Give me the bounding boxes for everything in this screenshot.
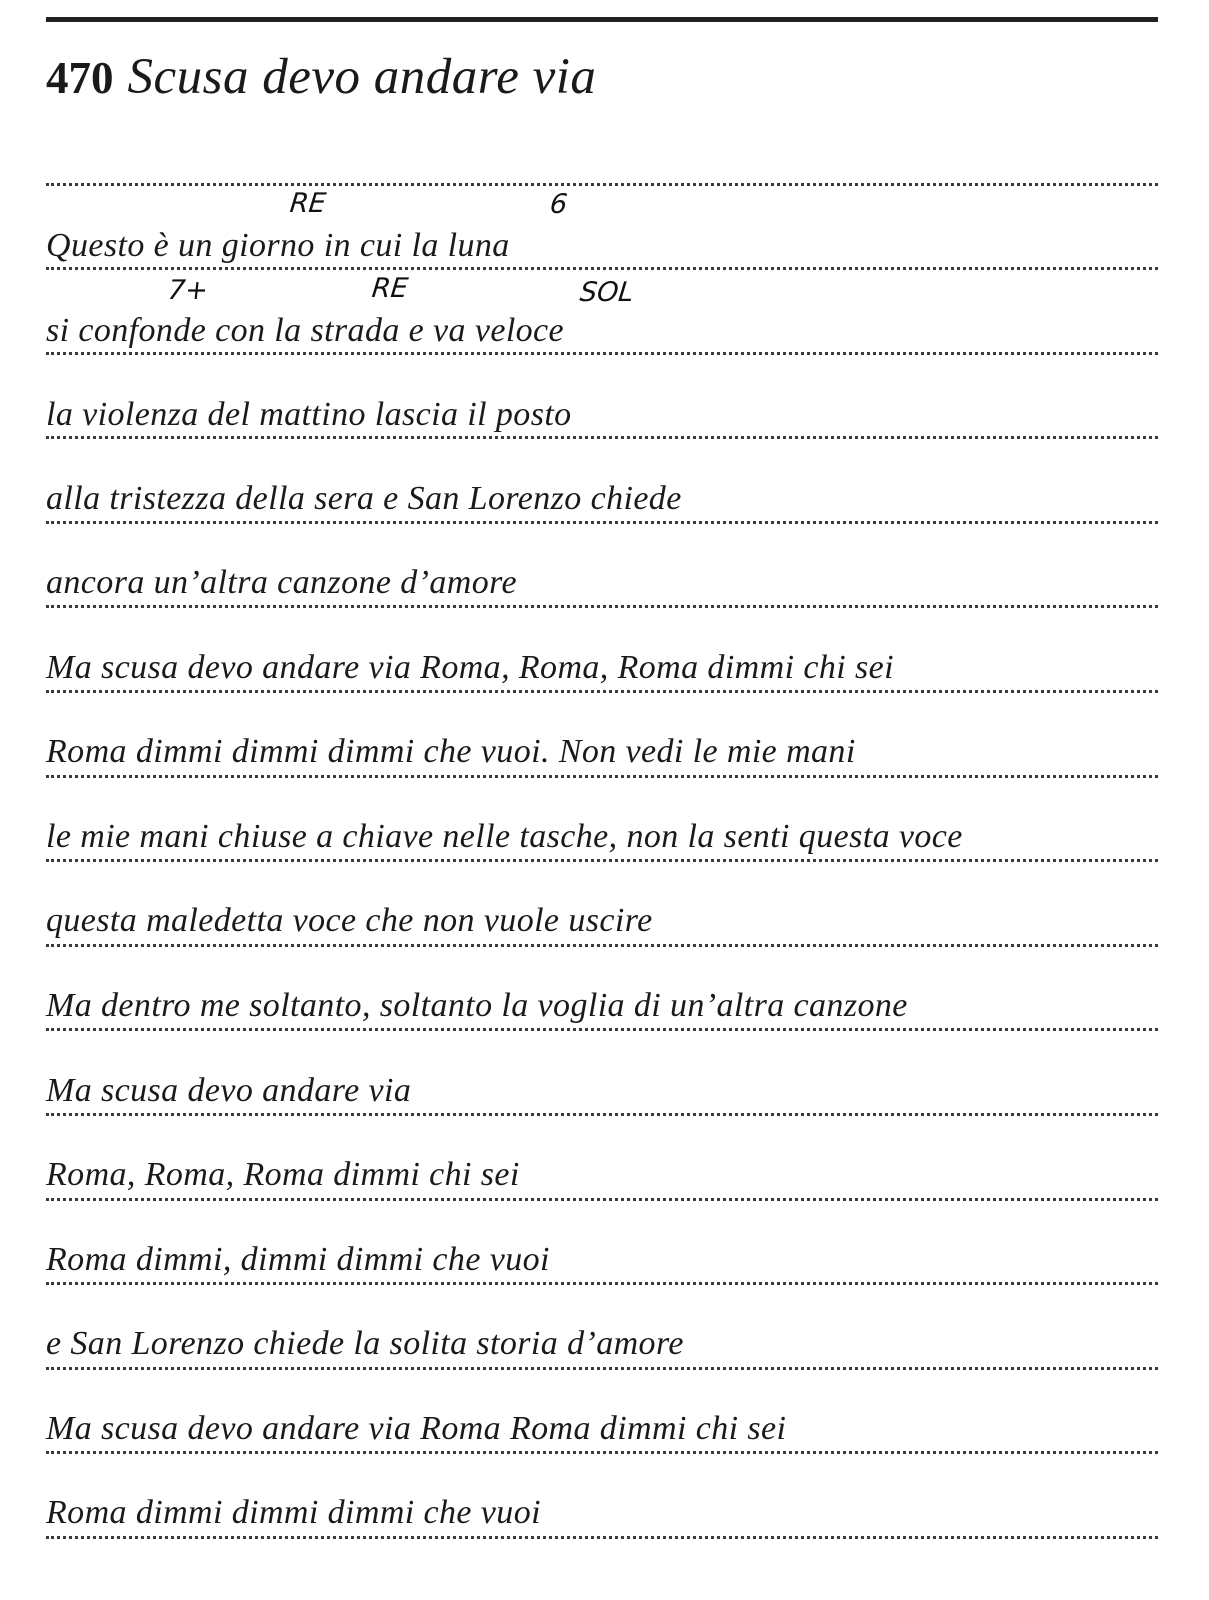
dotted-rule xyxy=(46,183,1158,186)
dotted-rule xyxy=(46,521,1158,524)
song-heading xyxy=(46,49,597,105)
dotted-rule xyxy=(46,859,1158,862)
dotted-rule xyxy=(46,1113,1158,1116)
dotted-rule xyxy=(46,1451,1158,1454)
lyric-line: alla tristezza della sera e San Lorenzo chiede xyxy=(46,480,682,517)
chord-label: RE xyxy=(288,188,328,219)
dotted-rule xyxy=(46,1536,1158,1539)
lyric-line: Ma scusa devo andare via xyxy=(46,1072,412,1109)
lyric-line: Roma dimmi, dimmi dimmi che vuoi xyxy=(46,1241,550,1278)
top-rule xyxy=(46,17,1158,22)
chord-label: SOL xyxy=(578,277,636,308)
lyric-line: Roma, Roma, Roma dimmi chi sei xyxy=(46,1156,520,1193)
dotted-rule xyxy=(46,352,1158,355)
lyric-line: Ma scusa devo andare via Roma, Roma, Roma dimmi chi sei xyxy=(46,649,894,686)
dotted-rule xyxy=(46,775,1158,778)
lyric-line: Questo è un giorno in cui la luna xyxy=(46,227,510,264)
lyric-line: si confonde con la strada e va veloce xyxy=(46,312,565,349)
dotted-rule xyxy=(46,605,1158,608)
dotted-rule xyxy=(46,1198,1158,1201)
lyric-line: la violenza del mattino lascia il posto xyxy=(46,396,572,433)
dotted-rule xyxy=(46,436,1158,439)
dotted-rule xyxy=(46,267,1158,270)
lyric-line: Roma dimmi dimmi dimmi che vuoi. Non vedi le mie mani xyxy=(46,733,856,770)
chord-label: 7+ xyxy=(166,275,210,306)
dotted-rule xyxy=(46,1367,1158,1370)
dotted-rule xyxy=(46,1282,1158,1285)
chord-label: 6 xyxy=(548,189,569,220)
lyric-line: e San Lorenzo chiede la solita storia d’amore xyxy=(46,1325,684,1362)
lyric-line: Ma dentro me soltanto, soltanto la voglia di un’altra canzone xyxy=(46,987,908,1024)
dotted-rule xyxy=(46,1028,1158,1031)
lyric-line: questa maledetta voce che non vuole uscire xyxy=(46,902,653,939)
lyric-line: Roma dimmi dimmi dimmi che vuoi xyxy=(46,1494,541,1531)
lyric-line: le mie mani chiuse a chiave nelle tasche, non la senti questa voce xyxy=(46,818,963,855)
lyric-line: ancora un’altra canzone d’amore xyxy=(46,564,518,601)
dotted-rule xyxy=(46,944,1158,947)
dotted-rule xyxy=(46,690,1158,693)
song-title: Scusa devo andare via xyxy=(127,49,597,105)
song-number: 470 xyxy=(46,53,114,103)
chord-label: RE xyxy=(370,273,410,304)
lyric-line: Ma scusa devo andare via Roma Roma dimmi chi sei xyxy=(46,1410,787,1447)
